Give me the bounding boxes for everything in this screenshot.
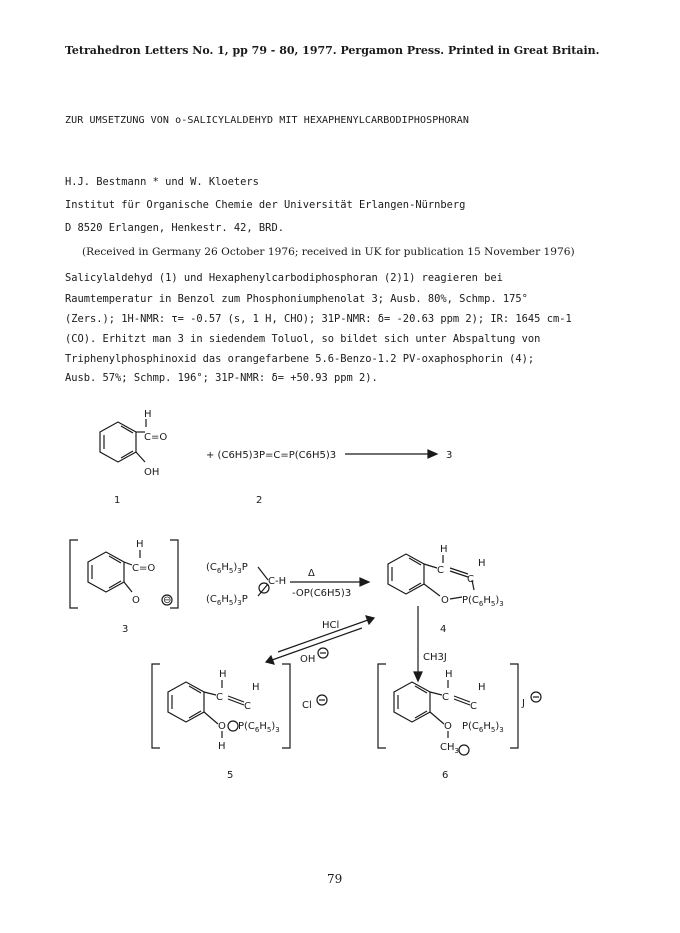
label-4: 4 (440, 624, 447, 635)
compound-4-structure (388, 554, 474, 596)
svg-text:H: H (219, 669, 227, 680)
svg-text:C-H: C-H (268, 576, 287, 587)
methylation-reagent: CH3J (423, 652, 447, 663)
label-5: 5 (227, 770, 234, 781)
byproduct: -OP(C6H5)3 (292, 588, 352, 599)
svg-text:H: H (252, 682, 260, 693)
svg-text:C: C (437, 565, 444, 576)
reagent-2: + (C6H5)3P=C=P(C6H5)3 (206, 450, 337, 461)
received-dates: (Received in Germany 26 October 1976; received in UK for publication 15 November 1976) (82, 246, 575, 258)
svg-text:C=O: C=O (132, 563, 156, 574)
body-line-5: Triphenylphosphinoxid das orangefarbene 5.6-Benzo-1.2 PV-oxaphosphorin (4); (65, 353, 535, 365)
body-line-2: Raumtemperatur in Benzol zum Phosphoniumphenolat 3; Ausb. 80%, Schmp. 175° (65, 293, 528, 305)
svg-text:⊖: ⊖ (163, 595, 172, 606)
delta-symbol: Δ (308, 568, 315, 579)
svg-text:P(C6H5)3: $P(C_6H_5)_3$ (462, 595, 504, 608)
authors: H.J. Bestmann * und W. Kloeters (65, 176, 259, 188)
oh-label: OH (300, 654, 316, 665)
svg-text:H: H (478, 558, 486, 569)
iodide-anion: J (522, 698, 525, 709)
svg-text:C=O: C=O (144, 432, 168, 443)
journal-header: Tetrahedron Letters No. 1, pp 79 - 80, 1977. Pergamon Press. Printed in Great Britain. (65, 44, 600, 57)
svg-text:H: H (136, 539, 144, 550)
svg-text:(C6H5)3P: $(C_6H_5)_3P$ (206, 562, 248, 575)
institution: Institut für Organische Chemie der Universität Erlangen-Nürnberg (65, 199, 466, 211)
article-title: ZUR UMSETZUNG VON o-SALICYLALDEHYD MIT HEXAPHENYLCARBODIPHOSPHORAN (65, 115, 469, 126)
svg-text:CH3: $CH_3$ (440, 742, 459, 755)
svg-text:H: H (440, 544, 448, 555)
body-line-4: (CO). Erhitzt man 3 in siedendem Toluol, so bildet sich unter Abspaltung von (65, 333, 541, 345)
page-number: 79 (327, 872, 343, 886)
compound-3-structure (70, 540, 178, 608)
hcl-label: HCl (322, 620, 340, 631)
svg-text:(C6H5)3P: $(C_6H_5)_3P$ (206, 594, 248, 607)
body-line-6: Ausb. 57%; Schmp. 196°; 31P-NMR: δ= +50.93 ppm 2). (65, 372, 378, 384)
svg-text:H: H (144, 409, 152, 420)
svg-text:P(C6H5)3: $P(C_6H_5)_3$ (238, 721, 280, 734)
chloride-anion: Cl (302, 700, 312, 711)
svg-text:P(C6H5)3: $P(C_6H_5)_3$ (462, 721, 504, 734)
svg-text:C: C (467, 574, 474, 585)
body-line-1: Salicylaldehyd (1) und Hexaphenylcarbodiphosphoran (2)1) reagieren bei (65, 272, 503, 284)
svg-text:H: H (218, 741, 226, 752)
svg-text:O: O (132, 595, 140, 606)
svg-text:O: O (218, 721, 226, 732)
label-3: 3 (122, 624, 129, 635)
label-6: 6 (442, 770, 449, 781)
address: D 8520 Erlangen, Henkestr. 42, BRD. (65, 222, 284, 234)
svg-text:H: H (445, 669, 453, 680)
label-1: 1 (114, 495, 121, 506)
svg-text:C: C (470, 701, 477, 712)
product-3-label: 3 (446, 450, 453, 461)
compound-1-structure (100, 419, 146, 462)
svg-text:O: O (444, 721, 452, 732)
svg-text:H: H (478, 682, 486, 693)
label-2: 2 (256, 495, 263, 506)
body-line-3: (Zers.); 1H-NMR: τ= -0.57 (s, 1 H, CHO); 31P-NMR: δ= -20.63 ppm 2); IR: 1645 cm-1 (65, 313, 572, 325)
svg-text:O: O (441, 595, 449, 606)
svg-text:C: C (442, 692, 449, 703)
svg-text:OH: OH (144, 467, 160, 478)
svg-text:C: C (244, 701, 251, 712)
svg-text:C: C (216, 692, 223, 703)
